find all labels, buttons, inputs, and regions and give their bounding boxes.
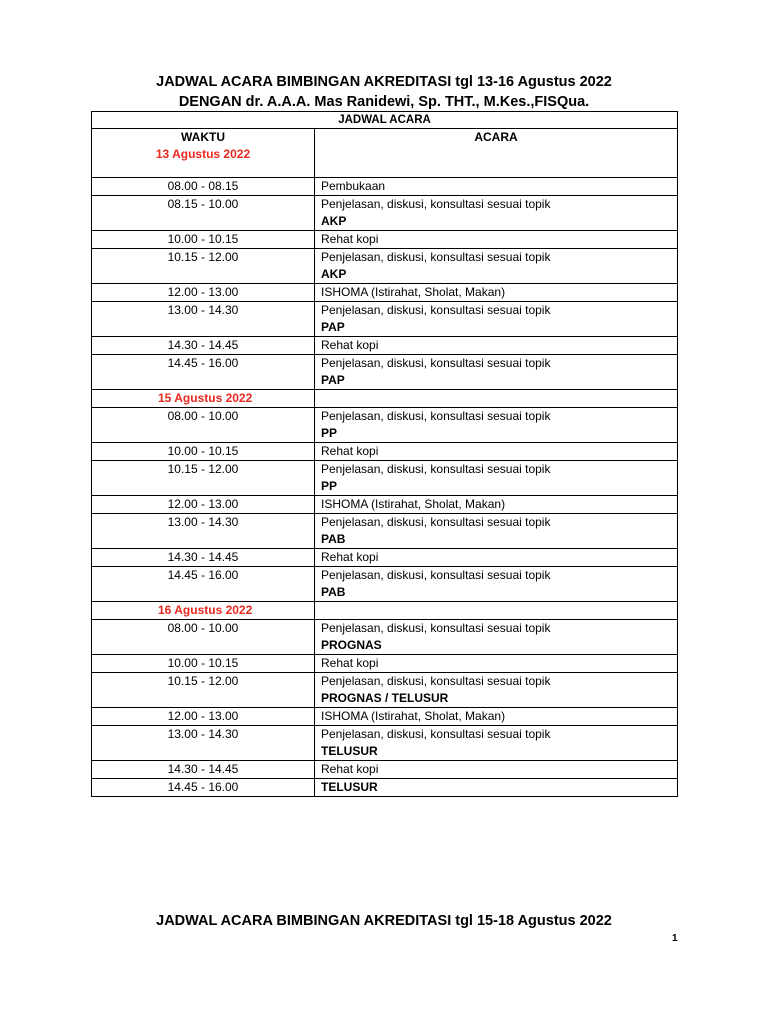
time-cell: 08.00 - 10.00 [92,620,315,655]
activity-cell [315,567,678,602]
document-subtitle: DENGAN dr. A.A.A. Mas Ranidewi, Sp. THT., M.Kes.,FISQua. [178,94,590,110]
activity-text: Penjelasan, diskusi, konsultasi sesuai topik [321,515,551,529]
table-row [92,302,678,337]
activity-text: ISHOMA (Istirahat, Sholat, Makan) [321,497,506,511]
column-header-time-label: WAKTU [181,130,225,144]
table-row [92,708,678,726]
time-cell: 12.00 - 13.00 [92,708,315,726]
activity-cell [315,726,678,761]
activity-cell [315,708,678,726]
activity-text: Penjelasan, diskusi, konsultasi sesuai topik [321,197,551,211]
topic-code: PP [321,426,338,440]
topic-code: PP [321,479,338,493]
time-cell: 10.15 - 12.00 [92,673,315,708]
activity-text: Penjelasan, diskusi, konsultasi sesuai topik [321,462,551,476]
table-row [92,355,678,390]
activity-text: Penjelasan, diskusi, konsultasi sesuai topik [321,621,551,635]
table-row [92,761,678,779]
table-row [92,249,678,284]
time-cell: 14.30 - 14.45 [92,549,315,567]
activity-cell [315,761,678,779]
activity-cell [315,355,678,390]
activity-cell [315,443,678,461]
time-cell: 12.00 - 13.00 [92,284,315,302]
activity-cell [315,196,678,231]
topic-code: TELUSUR [321,780,378,794]
activity-cell [315,231,678,249]
table-row [92,726,678,761]
time-cell: 14.45 - 16.00 [92,355,315,390]
activity-text: Penjelasan, diskusi, konsultasi sesuai topik [321,568,551,582]
activity-text: Rehat kopi [321,656,379,670]
time-cell: 14.45 - 16.00 [92,567,315,602]
column-header-row [92,129,678,178]
time-cell: 13.00 - 14.30 [92,726,315,761]
time-cell: 08.00 - 10.00 [92,408,315,443]
table-row [92,231,678,249]
activity-cell [315,408,678,443]
topic-code: PAP [321,320,345,334]
schedule-table [91,111,678,797]
activity-text: Penjelasan, diskusi, konsultasi sesuai topik [321,409,551,423]
activity-text: Penjelasan, diskusi, konsultasi sesuai topik [321,727,551,741]
table-row [92,337,678,355]
topic-code: PAP [321,373,345,387]
table-row [92,496,678,514]
time-cell: 08.15 - 10.00 [92,196,315,231]
activity-text: ISHOMA (Istirahat, Sholat, Makan) [321,285,506,299]
activity-text: Penjelasan, diskusi, konsultasi sesuai topik [321,356,551,370]
activity-cell [315,514,678,549]
activity-text: Rehat kopi [321,762,379,776]
time-cell: 10.00 - 10.15 [92,231,315,249]
table-row [92,408,678,443]
activity-cell [315,779,678,797]
activity-cell [315,178,678,196]
table-row [92,514,678,549]
activity-cell [315,549,678,567]
topic-code: PAB [321,532,346,546]
activity-cell [315,302,678,337]
activity-cell [315,673,678,708]
date-label: 15 Agustus 2022 [92,390,315,408]
table-row [92,549,678,567]
topic-code: TELUSUR [321,744,378,758]
date-label: 16 Agustus 2022 [92,602,315,620]
activity-cell [315,496,678,514]
activity-cell [315,461,678,496]
table-row [92,655,678,673]
time-cell: 14.30 - 14.45 [92,337,315,355]
time-cell: 14.30 - 14.45 [92,761,315,779]
topic-code: AKP [321,267,347,281]
column-header-time [92,129,315,178]
activity-text: Rehat kopi [321,550,379,564]
activity-text: Rehat kopi [321,444,379,458]
time-cell: 08.00 - 08.15 [92,178,315,196]
date-row [92,390,678,408]
activity-cell [315,284,678,302]
table-row [92,284,678,302]
time-cell: 10.00 - 10.15 [92,443,315,461]
table-header-row [92,112,678,129]
empty-cell [315,390,678,408]
time-cell: 13.00 - 14.30 [92,514,315,549]
activity-text: Rehat kopi [321,232,379,246]
topic-code: AKP [321,214,347,228]
time-cell: 12.00 - 13.00 [92,496,315,514]
topic-code: PROGNAS [321,638,382,652]
table-row [92,673,678,708]
activity-text: Penjelasan, diskusi, konsultasi sesuai topik [321,303,551,317]
first-date-label: 13 Agustus 2022 [155,147,251,161]
activity-cell [315,655,678,673]
time-cell: 14.45 - 16.00 [92,779,315,797]
activity-text: ISHOMA (Istirahat, Sholat, Makan) [321,709,506,723]
table-row [92,196,678,231]
table-row [92,443,678,461]
time-cell: 13.00 - 14.30 [92,302,315,337]
activity-text: Penjelasan, diskusi, konsultasi sesuai topik [321,674,551,688]
activity-text: Pembukaan [321,179,386,193]
date-row [92,602,678,620]
time-cell: 10.15 - 12.00 [92,249,315,284]
table-header: JADWAL ACARA [92,112,678,129]
page-number: 1 [672,933,678,944]
table-row [92,620,678,655]
topic-code: PAB [321,585,346,599]
time-cell: 10.15 - 12.00 [92,461,315,496]
table-row [92,567,678,602]
document-title: JADWAL ACARA BIMBINGAN AKREDITASI tgl 13-16 Agustus 2022 [156,74,612,90]
activity-text: Rehat kopi [321,338,379,352]
empty-cell [315,602,678,620]
time-cell: 10.00 - 10.15 [92,655,315,673]
activity-text: Penjelasan, diskusi, konsultasi sesuai topik [321,250,551,264]
table-row [92,461,678,496]
table-row [92,779,678,797]
topic-code: PROGNAS / TELUSUR [321,691,449,705]
activity-cell [315,620,678,655]
next-section-title: JADWAL ACARA BIMBINGAN AKREDITASI tgl 15-18 Agustus 2022 [156,913,612,929]
activity-cell [315,337,678,355]
table-row [92,178,678,196]
activity-cell [315,249,678,284]
column-header-activity: ACARA [315,129,678,178]
